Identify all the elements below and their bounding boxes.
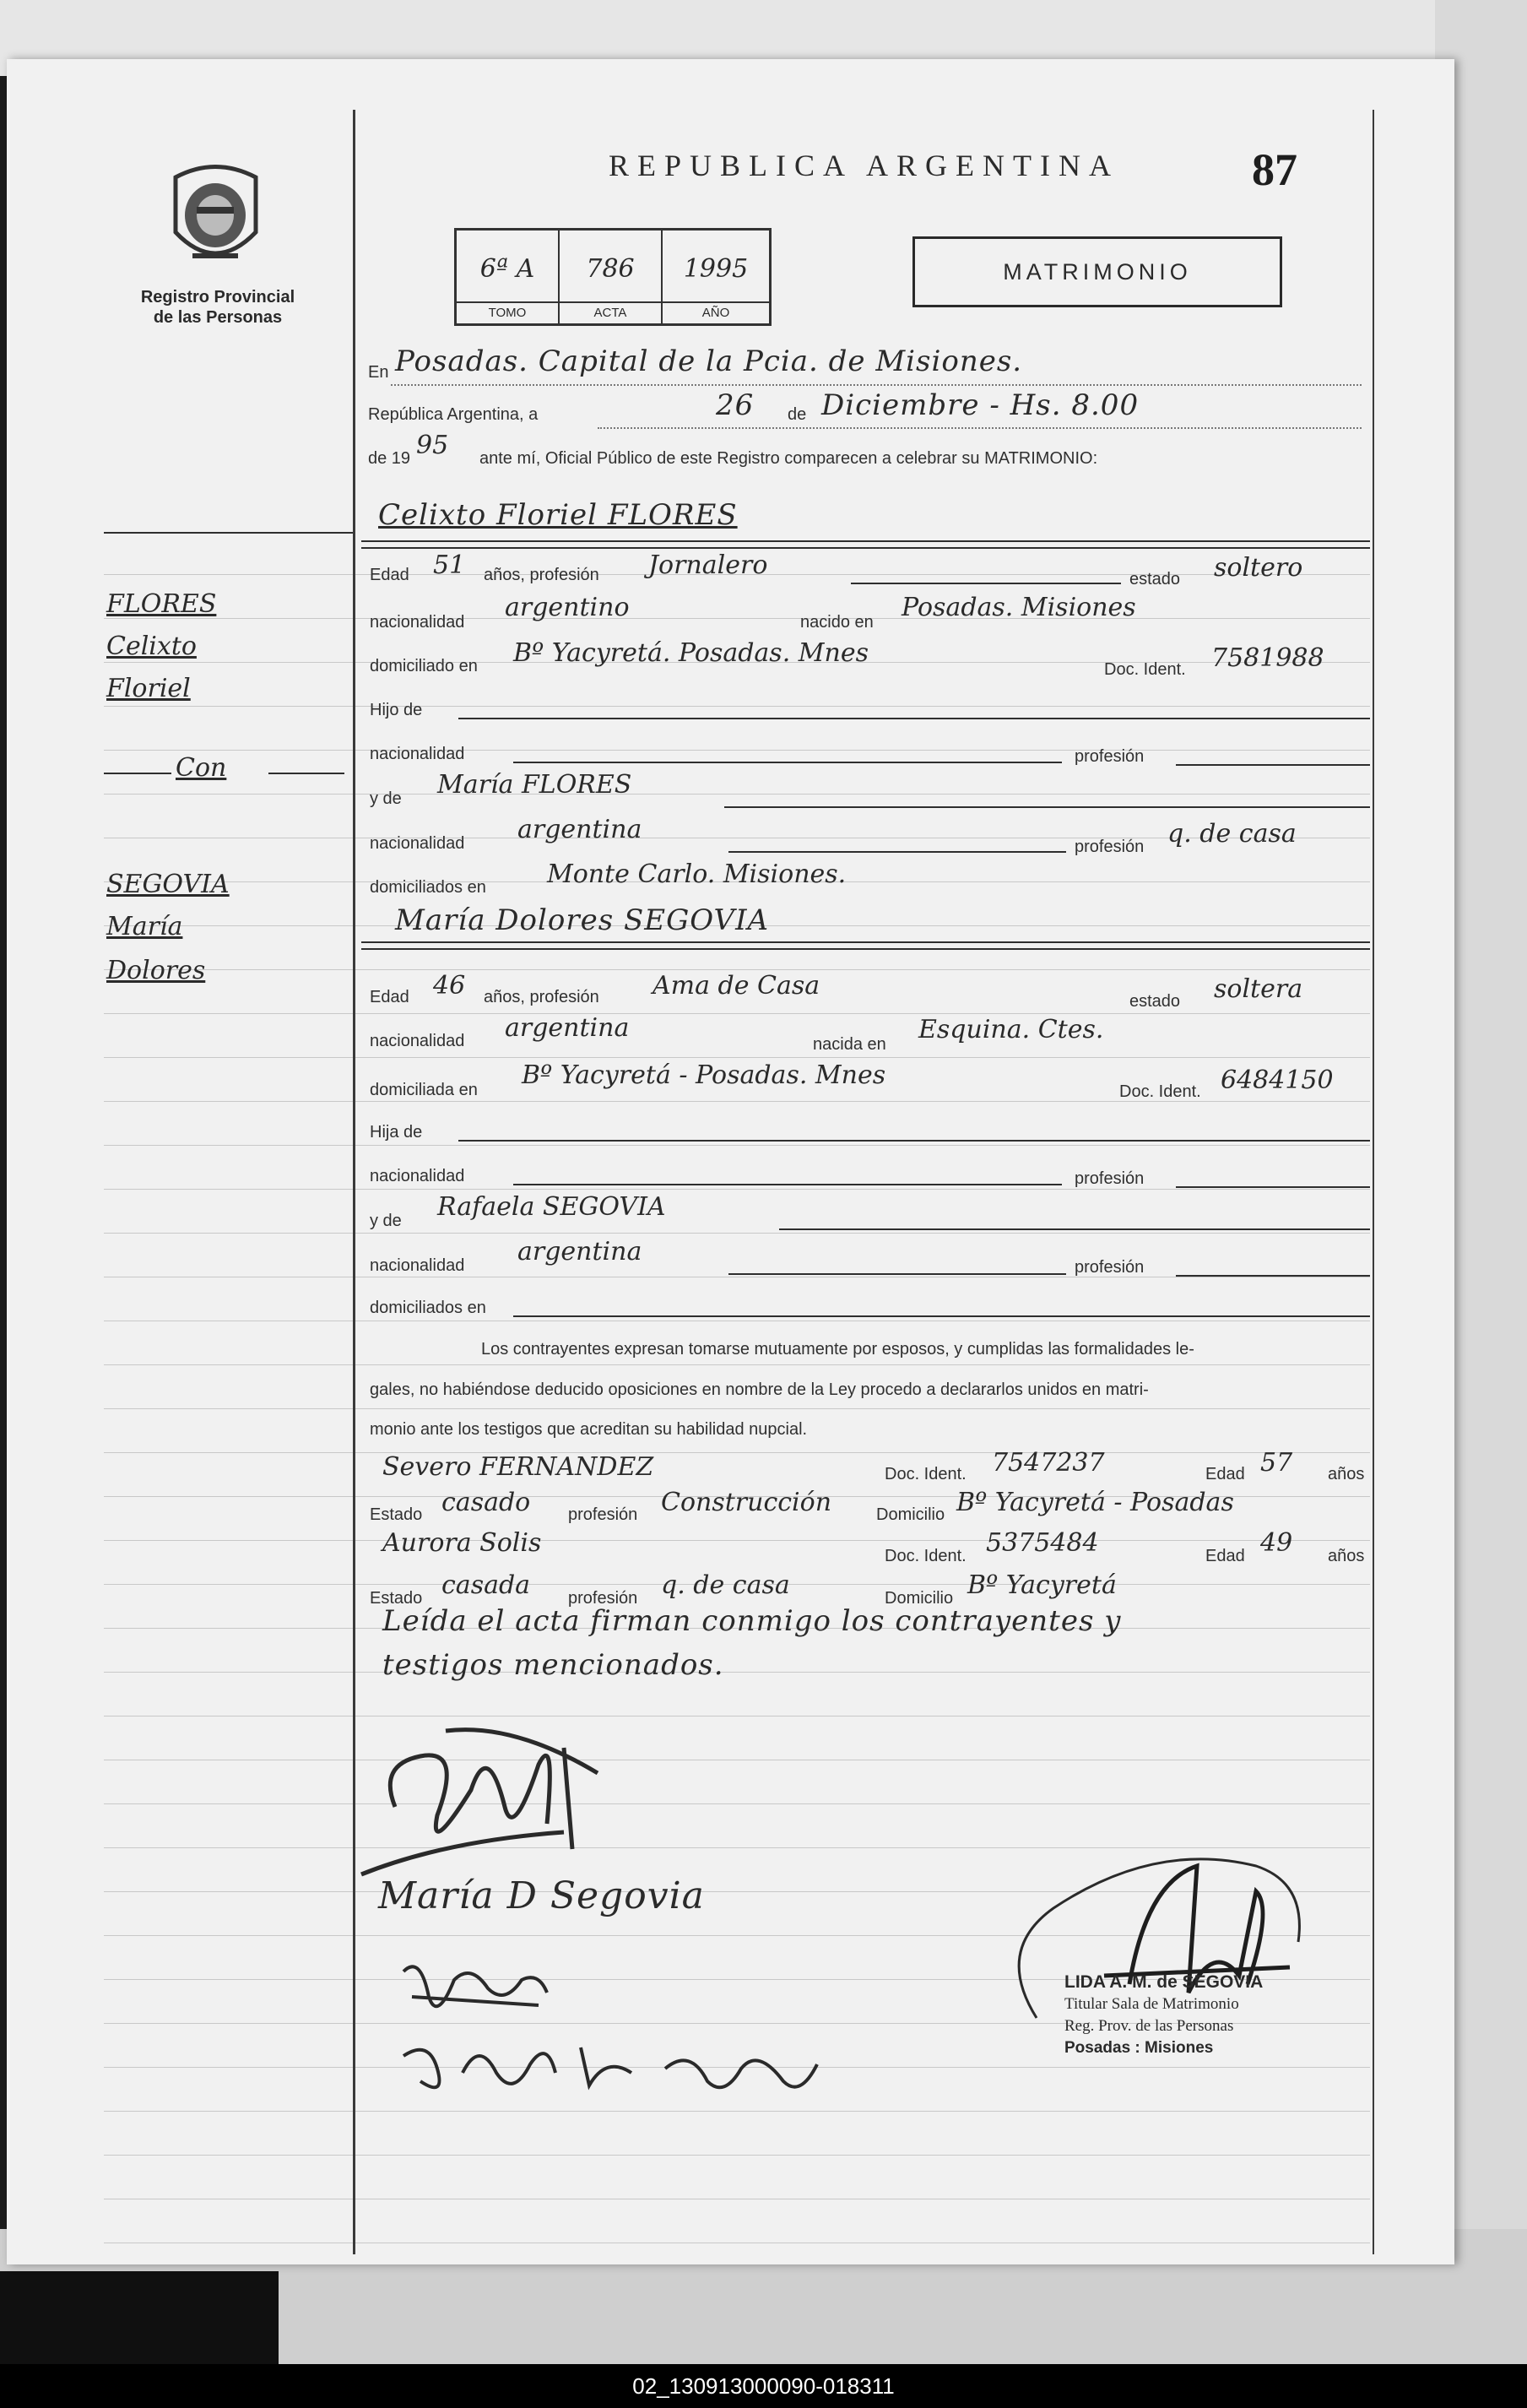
bride-name: María Dolores SEGOVIA: [395, 903, 770, 937]
groom-name-line-2: [361, 547, 1370, 549]
republica-label: República Argentina, a: [368, 405, 539, 424]
ruled-line: [104, 1803, 1370, 1804]
bride-domicilio: Bº Yacyretá - Posadas. Mnes: [522, 1060, 886, 1090]
ruled-line: [104, 1540, 1370, 1541]
groom-madre-nacionalidad-label: nacionalidad: [370, 834, 465, 853]
bride-doc: 6484150: [1221, 1066, 1334, 1095]
groom-doc: 7581988: [1211, 643, 1324, 673]
witness-1-anos-label: años: [1328, 1465, 1365, 1483]
witness-2-edad: 49: [1260, 1528, 1293, 1558]
groom-madre-line: [724, 806, 1370, 808]
ruled-line: [104, 1189, 1370, 1190]
month-time-value: Diciembre - Hs. 8.00: [821, 388, 1140, 422]
image-id-footer: 02_130913000090-018311: [0, 2364, 1527, 2408]
groom-yde-label: y de: [370, 789, 402, 808]
bride-estado-label: estado: [1129, 992, 1181, 1011]
right-border: [1373, 110, 1374, 2254]
margin-bride-name-2: Dolores: [106, 956, 206, 985]
bride-signature: María D Segovia: [378, 1874, 705, 1917]
acta-cell: [560, 230, 663, 323]
bride-edad-label: Edad: [370, 988, 409, 1006]
witness-1-estado: casado: [441, 1488, 531, 1517]
page-number: 87: [1252, 144, 1297, 195]
anio-label: AÑO: [663, 301, 769, 323]
place-value: Posadas. Capital de la Pcia. de Misiones.: [395, 344, 1023, 378]
groom-name: Celixto Floriel FLORES: [378, 498, 738, 532]
en-label: En: [368, 363, 389, 382]
witness-1-domicilio-label: Domicilio: [876, 1505, 945, 1524]
witness-1-name: Severo FERNANDEZ: [382, 1452, 654, 1482]
bride-nacionalidad-label: nacionalidad: [370, 1032, 465, 1050]
ruled-line: [104, 1364, 1370, 1365]
witness-1-profesion: Construcción: [661, 1488, 832, 1517]
bride-nacionalidad: argentina: [505, 1013, 630, 1043]
groom-estado-label: estado: [1129, 570, 1181, 588]
stamp-line-4: Posadas : Misiones: [1064, 2039, 1214, 2057]
groom-signature-icon: [344, 1714, 631, 1887]
stamp-line-3: Reg. Prov. de las Personas: [1064, 2017, 1234, 2035]
bride-yde-label: y de: [370, 1212, 402, 1230]
groom-padre-nacionalidad-line: [513, 762, 1062, 763]
witness-1-edad-label: Edad: [1205, 1465, 1245, 1483]
year-suffix: 95: [416, 431, 449, 460]
bride-madre-nacionalidad-label: nacionalidad: [370, 1256, 465, 1275]
witness-2-domicilio: Bº Yacyretá: [967, 1570, 1117, 1600]
ruled-line: [104, 1452, 1370, 1453]
bride-edad: 46: [433, 971, 466, 1001]
closing-line-2: testigos mencionados.: [382, 1648, 724, 1682]
witness-2-signature-icon: [387, 2022, 826, 2119]
ruled-line: [104, 1233, 1370, 1234]
witness-1-edad: 57: [1260, 1448, 1293, 1478]
legal-text-line-2: gales, no habiéndose deducido oposiciones en nombre de la Ley procedo a declararlos unidos en matri-: [370, 1380, 1149, 1399]
groom-padre-nacionalidad-label: nacionalidad: [370, 745, 465, 763]
groom-domicilio: Bº Yacyretá. Posadas. Mnes: [513, 638, 869, 668]
ruled-line: [104, 2155, 1370, 2156]
date-line: [598, 427, 1362, 429]
witness-2-estado: casada: [441, 1570, 531, 1600]
ruled-line: [104, 750, 1370, 751]
witness-2-anos-label: años: [1328, 1547, 1365, 1565]
groom-domiciliados: Monte Carlo. Misiones.: [547, 860, 847, 889]
bride-hija-label: Hija de: [370, 1123, 423, 1142]
country-heading: REPUBLICA ARGENTINA: [609, 149, 1120, 182]
witness-1-doc: 7547237: [992, 1448, 1105, 1478]
tomo-value: 6ª A: [479, 254, 535, 284]
witness-1-profesion-label: profesión: [568, 1505, 638, 1524]
groom-nacido-label: nacido en: [800, 613, 874, 632]
groom-madre-nacionalidad-line: [728, 851, 1066, 853]
bride-hija-line: [458, 1140, 1370, 1142]
groom-domiciliados-label: domiciliados en: [370, 878, 486, 897]
tomo-cell: [457, 230, 560, 323]
witness-2-estado-label: Estado: [370, 1589, 423, 1608]
ruled-line: [104, 1057, 1370, 1058]
witness-1-estado-label: Estado: [370, 1505, 423, 1524]
groom-anos-profesion-label: años, profesión: [484, 566, 599, 584]
groom-nacido: Posadas. Misiones: [902, 593, 1136, 622]
witness-2-name: Aurora Solis: [382, 1528, 542, 1558]
witness-2-doc: 5375484: [986, 1528, 1099, 1558]
margin-groom-name-1: Celixto: [106, 632, 197, 661]
groom-nacionalidad-label: nacionalidad: [370, 613, 465, 632]
anio-cell: [663, 230, 769, 323]
groom-estado: soltero: [1214, 553, 1303, 583]
place-line: [391, 384, 1362, 386]
margin-groom-name-2: Floriel: [106, 674, 191, 703]
groom-madre-profesion: q. de casa: [1167, 819, 1297, 849]
bride-name-line: [361, 941, 1370, 943]
witness-2-domicilio-label: Domicilio: [885, 1589, 954, 1608]
margin-bride-surname: SEGOVIA: [106, 870, 230, 899]
witness-1-doc-label: Doc. Ident.: [885, 1465, 967, 1483]
record-type-box: MATRIMONIO: [912, 236, 1282, 307]
bride-doc-label: Doc. Ident.: [1119, 1082, 1201, 1101]
bride-name-line-2: [361, 948, 1370, 950]
bride-profesion: Ama de Casa: [652, 971, 820, 1001]
ruled-line: [104, 969, 1370, 970]
bride-madre-profesion-line: [1176, 1275, 1370, 1277]
groom-profesion: Jornalero: [648, 550, 768, 580]
day-value: 26: [716, 388, 755, 422]
margin-divider: [353, 110, 355, 2254]
registry-label: [108, 287, 328, 328]
statement-text: ante mí, Oficial Público de este Registro comparecen a celebrar su MATRIMONIO:: [479, 449, 1098, 468]
groom-madre-nacionalidad: argentina: [517, 815, 642, 844]
anio-value: 1995: [683, 254, 749, 284]
ruled-line: [104, 1145, 1370, 1146]
bride-madre-line: [779, 1228, 1370, 1230]
bride-madre: Rafaela SEGOVIA: [437, 1192, 666, 1222]
bride-padre-nacionalidad-line: [513, 1184, 1062, 1185]
legal-text-line-1: Los contrayentes expresan tomarse mutuamente por esposos, y cumplidas las formalidades le-: [481, 1340, 1194, 1359]
margin-bride-name-1: María: [106, 912, 183, 941]
witness-2-edad-label: Edad: [1205, 1547, 1245, 1565]
groom-hijo-label: Hijo de: [370, 701, 423, 719]
groom-padre-profesion-label: profesión: [1075, 747, 1145, 766]
document-page: [7, 59, 1454, 2264]
bride-madre-profesion-label: profesión: [1075, 1258, 1145, 1277]
ruled-line: [104, 618, 1370, 619]
bride-padre-profesion-label: profesión: [1075, 1169, 1145, 1188]
bride-madre-nacionalidad-line: [728, 1273, 1066, 1275]
bride-madre-nacionalidad: argentina: [517, 1237, 642, 1266]
groom-edad: 51: [433, 550, 466, 580]
ruled-line: [104, 1408, 1370, 1409]
ruled-line: [104, 706, 1370, 707]
tomo-label: TOMO: [457, 301, 558, 323]
bride-nacida: Esquina. Ctes.: [918, 1015, 1104, 1044]
groom-hijo-line: [458, 718, 1370, 719]
record-box: [454, 228, 772, 326]
margin-con: Con: [176, 753, 227, 783]
ruled-line: [104, 1672, 1370, 1673]
registry-line-1: Registro Provincial: [140, 288, 295, 306]
witness-2-profesion: q. de casa: [661, 1570, 790, 1600]
bride-padre-profesion-line: [1176, 1186, 1370, 1188]
ruled-line: [104, 794, 1370, 795]
ruled-line: [104, 1013, 1370, 1014]
bride-domiciliados-label: domiciliados en: [370, 1299, 486, 1317]
legal-text-line-3: monio ante los testigos que acreditan su habilidad nupcial.: [370, 1420, 808, 1439]
groom-madre: María FLORES: [437, 770, 632, 800]
groom-doc-label: Doc. Ident.: [1104, 660, 1186, 679]
groom-domicilio-label: domiciliado en: [370, 657, 478, 675]
closing-line-1: Leída el acta firman conmigo los contrayentes y: [382, 1604, 1122, 1638]
margin-con-line-left: [104, 773, 171, 774]
groom-profesion-line: [851, 583, 1121, 584]
acta-value: 786: [586, 254, 635, 284]
groom-nacionalidad: argentino: [505, 593, 630, 622]
groom-madre-profesion-label: profesión: [1075, 838, 1145, 856]
stamp-line-2: Titular Sala de Matrimonio: [1064, 1995, 1239, 2013]
acta-label: ACTA: [560, 301, 661, 323]
bride-padre-nacionalidad-label: nacionalidad: [370, 1167, 465, 1185]
groom-name-line: [361, 540, 1370, 542]
bride-anos-profesion-label: años, profesión: [484, 988, 599, 1006]
margin-con-line-right: [268, 773, 344, 774]
year-prefix: de 19: [368, 449, 411, 468]
de-label: de: [788, 405, 807, 424]
registry-line-2: de las Personas: [153, 308, 283, 327]
groom-padre-profesion-line: [1176, 764, 1370, 766]
bride-nacida-label: nacida en: [813, 1035, 886, 1054]
bride-estado: soltera: [1214, 974, 1303, 1004]
witness-2-doc-label: Doc. Ident.: [885, 1547, 967, 1565]
bride-domicilio-label: domiciliada en: [370, 1081, 478, 1099]
margin-groom-surname: FLORES: [106, 589, 217, 619]
coat-of-arms-icon: [167, 156, 264, 279]
bride-domiciliados-line: [513, 1315, 1370, 1317]
groom-edad-label: Edad: [370, 566, 409, 584]
margin-top-line: [104, 532, 353, 534]
officer-stamp: [1064, 1971, 1263, 2059]
ruled-line: [104, 1716, 1370, 1717]
witness-1-domicilio: Bº Yacyretá - Posadas: [956, 1488, 1234, 1517]
witness-2-profesion-label: profesión: [568, 1589, 638, 1608]
stamp-line-1: LIDA A. M. de SEGOVIA: [1064, 1972, 1264, 1992]
